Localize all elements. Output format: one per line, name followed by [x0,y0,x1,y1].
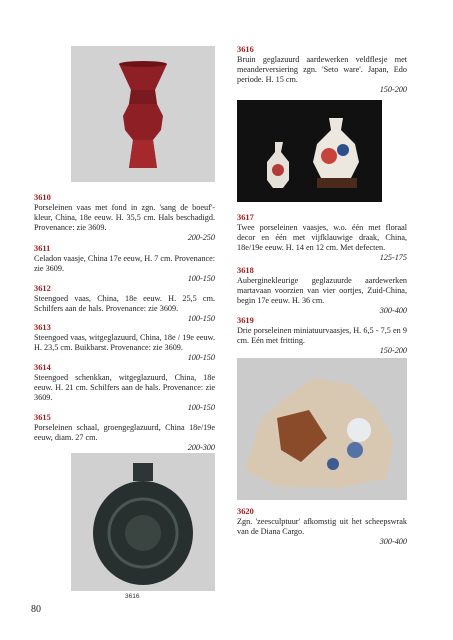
photo-lot-3617-two-vases [237,100,382,202]
lot-number: 3619 [237,316,254,325]
lot-estimate: 100-150 [187,403,215,412]
photo-caption: 3616 [125,593,140,600]
flask-illustration [71,453,215,591]
lot-3613 [34,323,215,363]
lot-description: Zgn. 'zeesculptuur' afkomstig uit het scheepswrak van de Diana Cargo. [237,517,407,536]
lot-3612 [34,284,215,324]
lot-3611 [34,244,215,284]
lot-3614 [34,363,215,413]
lot-number: 3615 [34,413,51,422]
lot-description: Bruin geglazuurd aardewerken veldflesje met meanderversiering zgn. 'Seto ware'. Japan, Edo periode. H. 15 cm. [237,55,407,84]
lot-3618 [237,266,407,316]
lot-number: 3610 [34,193,51,202]
lot-description: Drie porseleinen miniatuurvaasjes, H. 6,5 - 7,5 en 9 cm. Eén met fritting. [237,326,407,345]
page-number: 80 [31,604,41,615]
lot-number: 3617 [237,213,254,222]
lot-description: Steengoed vaas, witgeglazuurd, China, 18e / 19e eeuw. H. 23,5 cm. Buikbarst. Provenance: zie 3609. [34,333,215,352]
photo-lot-3620-sea-sculpture [237,358,407,500]
lot-number: 3613 [34,323,51,332]
lot-number: 3612 [34,284,51,293]
vase-illustration [71,46,215,182]
lot-estimate: 150-200 [379,85,407,94]
lot-estimate: 200-250 [187,233,215,242]
lot-3620 [237,507,407,547]
lot-estimate: 300-400 [379,537,407,546]
lot-3617 [237,213,407,263]
lot-number: 3620 [237,507,254,516]
lot-estimate: 150-200 [379,346,407,355]
lot-estimate: 100-150 [187,274,215,283]
lot-number: 3611 [34,244,51,253]
vases-illustration [237,100,382,202]
photo-lot-3616-flask [71,453,215,591]
lot-description: Celadon vaasje, China 17e eeuw, H. 7 cm. Provenance: zie 3609. [34,254,215,273]
lot-description: Steengoed vaas, China, 18e eeuw. H. 25,5 cm. Schilfers aan de hals. Provenance: zie 3609. [34,294,215,313]
lot-number: 3614 [34,363,51,372]
photo-lot-3610-sang-de-boeuf-vase [71,46,215,182]
lot-description: Auberginekleurige geglazuurde aardewerken martavaan voorzien van vier oortjes, Zuid-China, begin 17e eeuw. H. 36 cm. [237,276,407,305]
lot-3615 [34,413,215,453]
lot-estimate: 100-150 [187,353,215,362]
lot-3610 [34,193,215,243]
lot-estimate: 100-150 [187,314,215,323]
lot-number: 3618 [237,266,254,275]
lot-estimate: 125-175 [379,253,407,262]
lot-description: Steengoed schenkkan, witgeglazuurd, China, 18e eeuw. H. 21 cm. Schilfers aan de hals. Provenance: zie 3609. [34,373,215,402]
lot-number: 3616 [237,45,254,54]
lot-estimate: 200-300 [187,443,215,452]
lot-3619 [237,316,407,356]
lot-description: Twee porseleinen vaasjes, w.o. één met floraal decor en één met vijfklauwige draak, China, 18e/19e eeuw. H. 14 en 12 cm. Met defecten. [237,223,407,252]
lot-description: Porseleinen schaal, groengeglazuurd, China 18e/19e eeuw, diam. 27 cm. [34,423,215,442]
sculpture-illustration [237,358,407,500]
lot-estimate: 300-400 [379,306,407,315]
lot-3616 [237,45,407,95]
lot-description: Porseleinen vaas met fond in zgn. 'sang de boeuf'-kleur, China, 18e eeuw. H. 35,5 cm. Hals beschadigd. Provenance: zie 3609. [34,203,215,232]
